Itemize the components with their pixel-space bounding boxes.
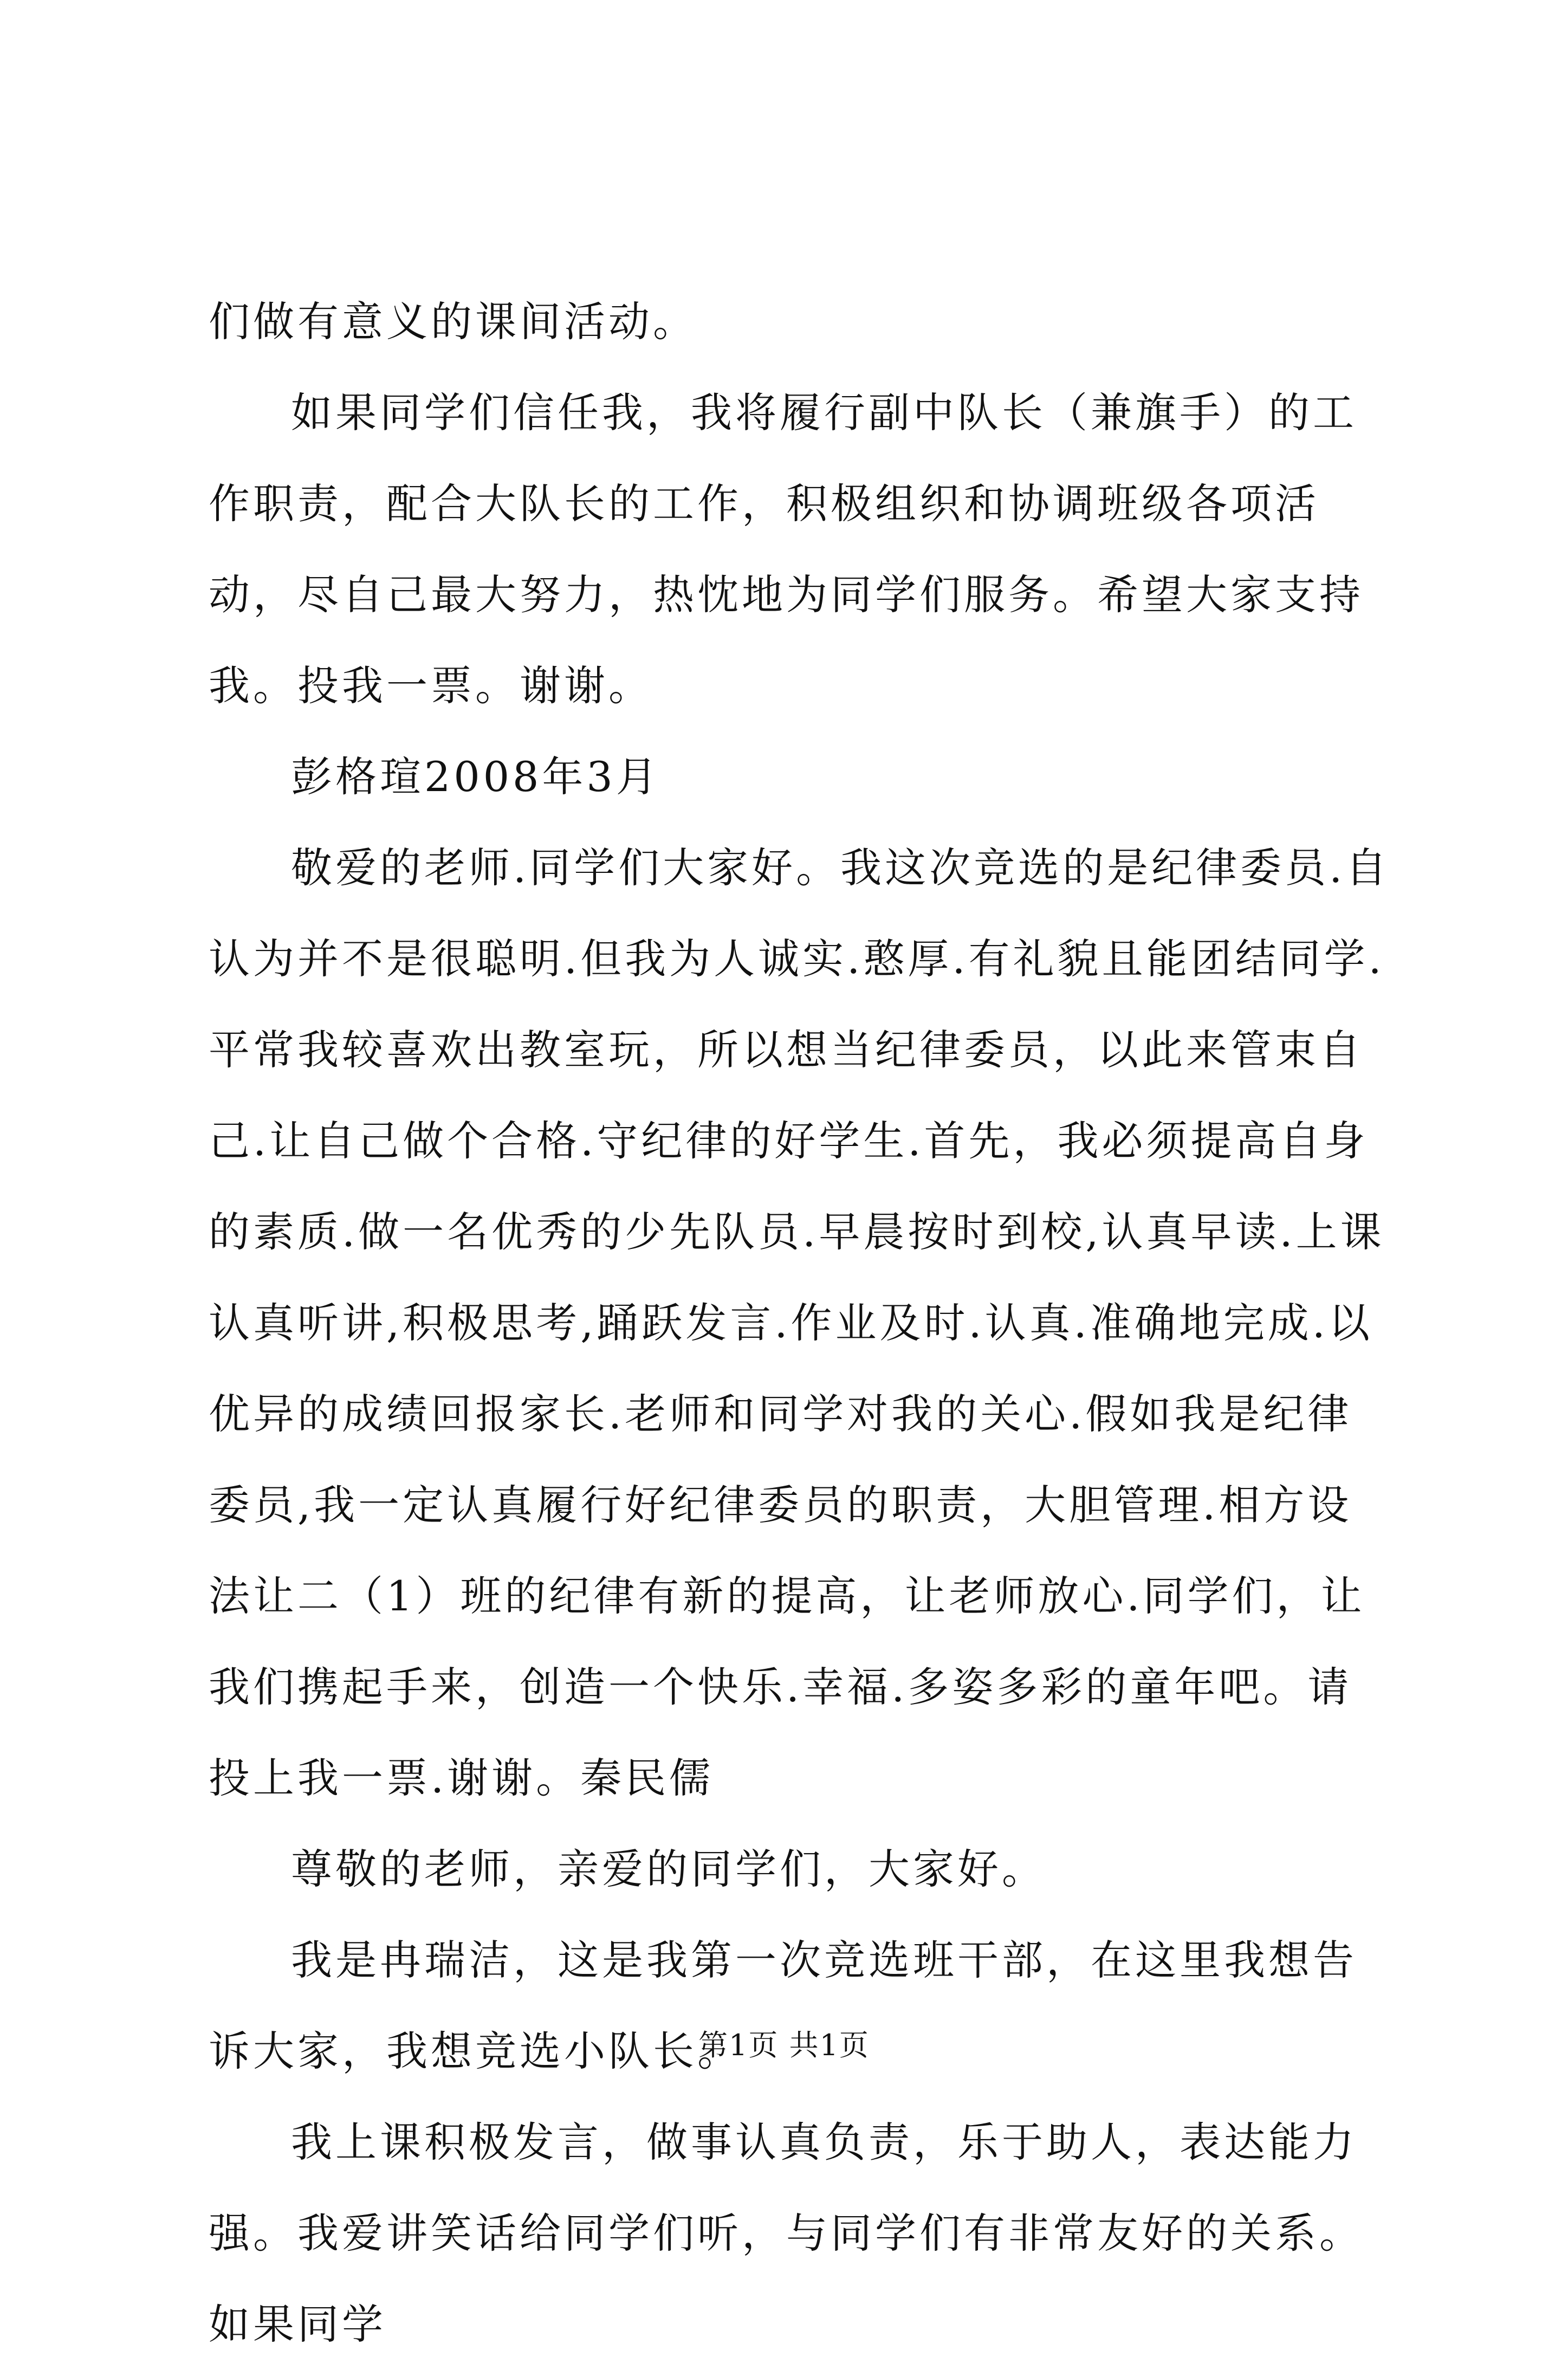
paragraph-5: 我是冉瑞洁，这是我第一次竞选班干部，在这里我想告诉大家，我想竞选小队长。 bbox=[209, 1936, 1357, 2075]
paragraph-4: 尊敬的老师，亲爱的同学们，大家好。 bbox=[291, 1845, 1046, 1893]
paragraph-3: 敬爱的老师.同学们大家好。我这次竞选的是纪律委员.自认为并不是很聪明.但我为人诚实.憨厚.有礼貌且能团结同学.平常我较喜欢出教室玩，所以想当纪律委员，以此来管束自己.让自己做个合格.守纪律的好学生.首先，我必须提高自身的素质.做一名优秀的少先队员.早晨按时到校,认真早读.上课认真听讲,积极思考,踊跃发言.作业及时.认真.准确地完成.以优异的成绩回报家长.老师和同学对我的关心.假如我是纪律委员,我一定认真履行好纪律委员的职责，大胆管理.相方设法让二（1）班的纪律有新的提高，让老师放心.同学们，让我们携起手来，创造一个快乐.幸福.多姿多彩的童年吧。请投上我一票.谢谢。秦民儒 bbox=[209, 844, 1390, 1802]
paragraph-6: 我上课积极发言，做事认真负责，乐于助人，表达能力强。我爱讲笑话给同学们听，与同学们有非常友好的关系。如果同学 bbox=[209, 2118, 1364, 2348]
paragraph-1: 们做有意义的课间活动。 bbox=[209, 297, 697, 346]
page-footer: 第1页 共1页 bbox=[698, 2028, 870, 2062]
signature-date: 彭格瑄2008年3月 bbox=[291, 753, 660, 801]
paragraph-2: 如果同学们信任我，我将履行副中队长（兼旗手）的工作职责，配合大队长的工作，积极组织和协调班级各项活动，尽自己最大努力，热忱地为同学们服务。希望大家支持我。投我一票。谢谢。 bbox=[209, 388, 1364, 710]
